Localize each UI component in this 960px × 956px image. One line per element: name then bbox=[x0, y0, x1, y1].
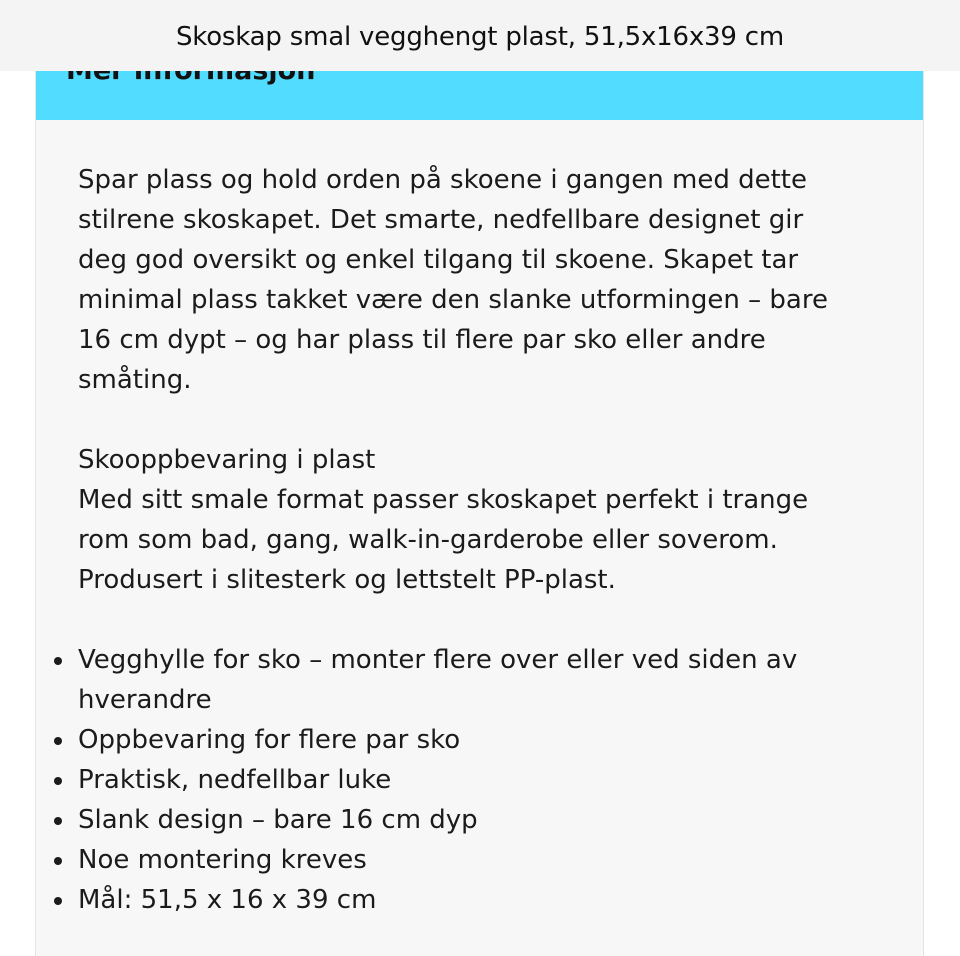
list-item-text: Mål: 51,5 x 16 x 39 cm bbox=[78, 885, 377, 915]
list-item-text: Praktisk, nedfellbar luke bbox=[78, 765, 392, 795]
description-content bbox=[78, 160, 888, 920]
list-item bbox=[78, 720, 888, 760]
top-bar bbox=[0, 0, 960, 71]
list-item-text: Vegghylle for sko – monter flere over eller ved siden av hverandre bbox=[78, 645, 798, 715]
feature-list bbox=[78, 640, 888, 920]
list-item bbox=[78, 640, 888, 720]
intro-paragraph: Spar plass og hold orden på skoene i gangen med dette stilrene skoskapet. Det smarte, nedfellbare designet gir deg god oversikt og enkel tilgang til skoene. Skapet tar minimal plass takket være den slanke utformingen – bare 16 cm dypt – og har plass til flere par sko eller andre småting. bbox=[78, 165, 828, 395]
list-item-text: Oppbevaring for flere par sko bbox=[78, 725, 461, 755]
body-paragraph: Med sitt smale format passer skoskapet perfekt i trange rom som bad, gang, walk-in-garderobe eller soverom. Produsert i slitesterk og lettstelt PP-plast. bbox=[78, 485, 809, 595]
list-item bbox=[78, 760, 888, 800]
list-item-text: Noe montering kreves bbox=[78, 845, 367, 875]
product-title: Skoskap smal vegghengt plast, 51,5x16x39 cm bbox=[175, 21, 785, 52]
subheading: Skooppbevaring i plast bbox=[78, 445, 376, 475]
list-item-text: Slank design – bare 16 cm dyp bbox=[78, 805, 478, 835]
list-item bbox=[78, 880, 888, 920]
list-item bbox=[78, 800, 888, 840]
spacer bbox=[78, 600, 888, 640]
spacer bbox=[78, 400, 888, 440]
list-item bbox=[78, 840, 888, 880]
